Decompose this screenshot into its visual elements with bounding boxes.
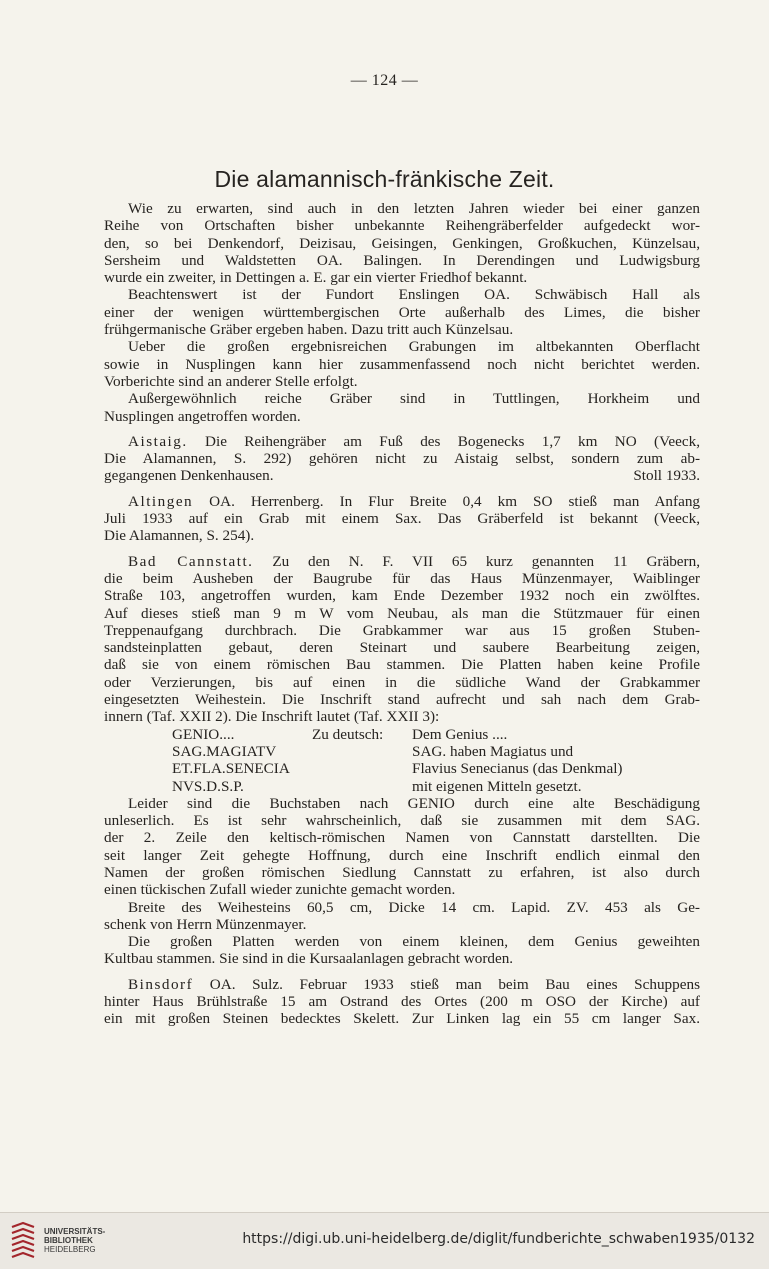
institution-line: BIBLIOTHEK: [44, 1236, 93, 1245]
text-line: Breite des Weihesteins 60,5 cm, Dicke 14 cm. Lapid. ZV. 453 als Ge-: [128, 898, 700, 916]
text-line: eingesetzten Weihestein. Die Inschrift stand aufrecht und sah nach dem Grab-: [104, 691, 700, 709]
inscription-row: [104, 760, 700, 777]
text-line: frühgermanische Gräber ergeben haben. Dazu tritt auch Künzelsau.: [104, 321, 514, 339]
text-line: Die großen Platten werden von einem kleinen, dem Genius geweihten: [128, 933, 700, 951]
text-line: OA. Herrenberg. In Flur Breite 0,4 km SO stieß man Anfang: [209, 492, 701, 510]
university-library-logo-icon: [8, 1221, 38, 1263]
inscription-latin: SAG.MAGIATV: [172, 742, 277, 760]
text-line: sandsteinplatten gebaut, deren Steinart und saubere Bearbeitung zeigen,: [104, 639, 700, 657]
text-line: unleserlich. Es ist sehr wahrscheinlich, daß sie zusammen mit dem SAG.: [104, 812, 700, 830]
inscription-row: [104, 778, 700, 795]
text-line: Straße 103, angetroffen wurden, kam Ende Dezember 1932 noch ein zwölftes.: [104, 587, 700, 605]
place-name: Bad Cannstatt.: [128, 552, 254, 570]
text-line-with-credit: [104, 467, 700, 484]
text-line: wurde ein zweiter, in Dettingen a. E. gar ein vierter Friedhof bekannt.: [104, 269, 528, 287]
text-line: einen tückischen Zufall wieder zunichte gemacht worden.: [104, 881, 456, 899]
text-line: Zu den N. F. VII 65 kurz genannten 11 Gräbern,: [272, 552, 700, 570]
text-line: den, so bei Denkendorf, Deizisau, Geisingen, Genkingen, Großkuchen, Künzelsau,: [104, 234, 700, 252]
page-number: — 124 —: [350, 72, 419, 89]
text-line: Die Alamannen, S. 292) gehören nicht zu Aistaig selbst, sondern zum ab-: [104, 450, 700, 468]
entry-aistaig: [104, 433, 700, 450]
text-line: Namen der großen römischen Siedlung Cannstatt zu erfahren, ist also durch: [104, 863, 700, 881]
inscription-german: SAG. haben Magiatus und: [412, 742, 574, 760]
inscription-row: [104, 726, 700, 743]
text-line: Vorberichte sind an anderer Stelle erfolgt.: [104, 372, 358, 390]
text-line: gegangenen Denkenhausen.: [104, 467, 274, 485]
text-line: daß sie von einem römischen Bau stammen. Die Platten haben keine Profile: [104, 656, 700, 674]
text-line: einer der wenigen württembergischen Orte außerhalb des Limes, die bisher: [104, 303, 700, 321]
text-line: Auf dieses stieß man 9 m W vom Neubau, als man die Stützmauer für einen: [104, 604, 700, 622]
inscription-latin: GENIO....: [172, 725, 235, 743]
body-text: [104, 200, 700, 1028]
text-line: Sersheim und Waldstetten OA. Balingen. In Derendingen und Ludwigsburg: [104, 251, 700, 269]
text-line: Wie zu erwarten, sind auch in den letzten Jahren wieder bei einer ganzen: [128, 200, 700, 217]
text-line: OA. Sulz. Februar 1933 stieß man beim Bau eines Schuppens: [209, 975, 700, 993]
text-line: Leider sind die Buchstaben nach GENIO durch eine alte Beschädigung: [128, 794, 700, 812]
text-line: Treppenaufgang durchbrach. Die Grabkammer war aus 15 großen Stuben-: [104, 621, 700, 639]
permalink-url[interactable]: https://digi.ub.uni-heidelberg.de/diglit/fundberichte_schwaben1935/0132: [242, 1231, 755, 1247]
institution-name: [44, 1227, 105, 1254]
inscription-german: Flavius Senecianus (das Denkmal): [412, 760, 623, 778]
text-line: schenk von Herrn Münzenmayer.: [104, 915, 307, 933]
inscription-german: Dem Genius ....: [412, 725, 508, 743]
entry-binsdorf: [104, 976, 700, 993]
inscription-row: [104, 743, 700, 760]
inscription-latin: ET.FLA.SENECIA: [172, 760, 290, 778]
text-line: ein mit großen Steinen bedecktes Skelett. Zur Linken lag ein 55 cm langer Sax.: [104, 1010, 700, 1028]
text-line: Die Alamannen, S. 254).: [104, 527, 255, 545]
inscription-german: mit eigenen Mitteln gesetzt.: [412, 777, 582, 795]
text-line: Außergewöhnlich reiche Gräber sind in Tuttlingen, Horkheim und: [128, 390, 700, 408]
text-line: hinter Haus Brühlstraße 15 am Ostrand des Ortes (200 m OSO der Kirche) auf: [104, 993, 700, 1011]
section-heading: Die alamannisch-fränkische Zeit.: [214, 166, 555, 192]
entry-cannstatt: [104, 553, 700, 570]
institution-line: UNIVERSITÄTS-: [44, 1227, 106, 1236]
place-name: Binsdorf: [128, 975, 194, 993]
text-line: seit langer Zeit gehegte Hoffnung, durch eine Inschrift endlich einmal den: [104, 846, 700, 864]
text-line: Die Reihengräber am Fuß des Bogenecks 1,7 km NO (Veeck,: [205, 432, 700, 450]
text-line: Beachtenswert ist der Fundort Enslingen OA. Schwäbisch Hall als: [128, 286, 700, 304]
text-line: Nusplingen angetroffen worden.: [104, 407, 301, 425]
text-line: Reihe von Ortschaften bisher unbekannte Reihengräberfelder aufgedeckt wor-: [104, 217, 700, 235]
institution-line: HEIDELBERG: [44, 1245, 96, 1254]
viewer-footer: [0, 1212, 769, 1269]
text-line: Kultbau stammen. Sie sind in die Kursaalanlagen gebracht worden.: [104, 950, 514, 968]
text-line: sowie in Nusplingen kann hier zusammenfassend noch nicht berichtet werden.: [104, 355, 700, 373]
text-line: innern (Taf. XXII 2). Die Inschrift lautet (Taf. XXII 3):: [104, 708, 440, 726]
text-line: die beim Ausheben der Baugrube für das Haus Münzenmayer, Waiblinger: [104, 569, 700, 587]
text-line: oder Verzierungen, bis auf einen in die südliche Wand der Grabkammer: [104, 673, 700, 691]
inscription-label: Zu deutsch:: [312, 725, 384, 743]
place-name: Aistaig.: [128, 432, 188, 450]
text-line: der 2. Zeile den keltisch-römischen Namen von Cannstatt darstellten. Die: [104, 829, 700, 847]
author-credit: Stoll 1933.: [633, 467, 700, 485]
text-line: Juli 1933 auf ein Grab mit einem Sax. Das Gräberfeld ist bekannt (Veeck,: [104, 510, 700, 528]
inscription-latin: NVS.D.S.P.: [172, 777, 244, 795]
place-name: Altingen: [128, 492, 194, 510]
text-line: Ueber die großen ergebnisreichen Grabungen im altbekannten Oberflacht: [128, 338, 700, 356]
entry-altingen: [104, 493, 700, 510]
